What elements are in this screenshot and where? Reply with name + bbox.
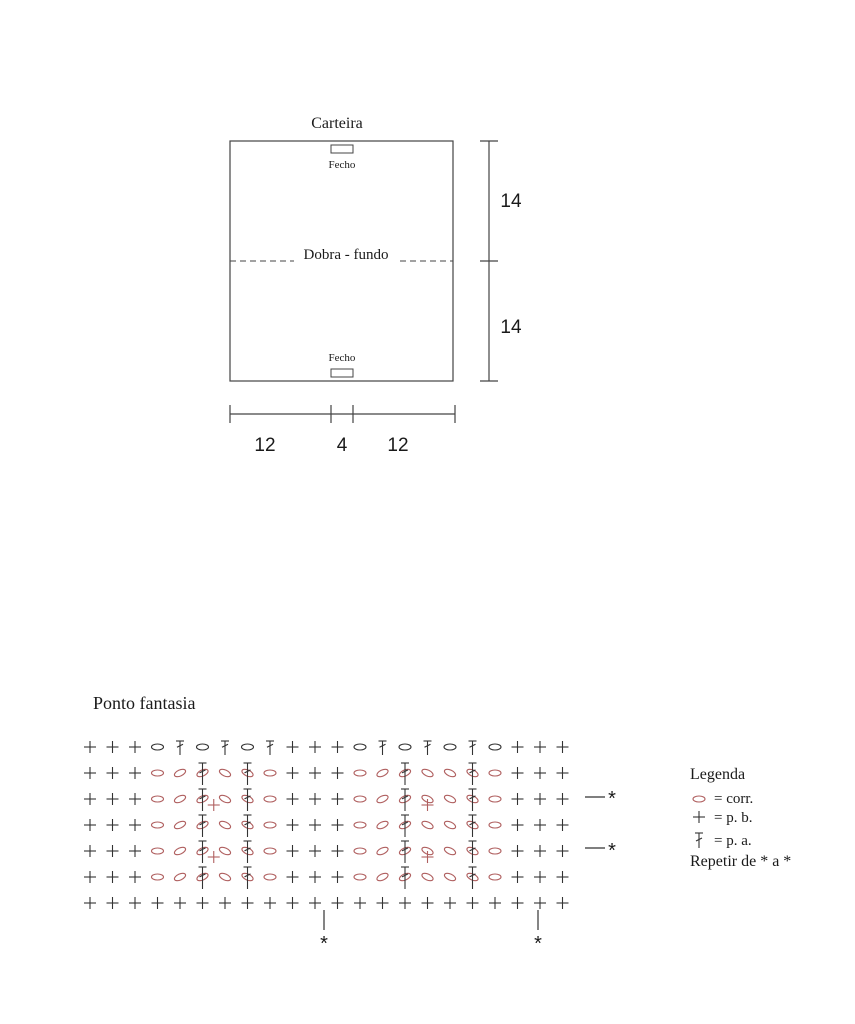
legend-repeat-note: Repetir de * a *	[690, 853, 792, 870]
chain-icon	[354, 848, 366, 854]
height-dimension	[480, 141, 498, 381]
double-crochet-icon	[401, 763, 409, 785]
chain-icon	[152, 822, 164, 828]
double-crochet-icon	[199, 867, 207, 889]
double-crochet-icon	[176, 741, 184, 755]
chain-icon	[264, 874, 276, 880]
double-crochet-icon	[695, 833, 703, 848]
chain-icon	[489, 874, 501, 880]
single-crochet-icon	[84, 897, 96, 909]
stitch-chart	[84, 741, 569, 909]
width-dimension	[230, 405, 455, 423]
single-crochet-icon	[557, 767, 569, 779]
double-crochet-icon	[401, 867, 409, 889]
single-crochet-icon	[107, 871, 119, 883]
single-crochet-icon	[512, 897, 524, 909]
single-crochet-icon	[557, 793, 569, 805]
single-crochet-icon	[129, 897, 141, 909]
chart-title: Ponto fantasia	[93, 693, 196, 713]
chain-icon	[354, 874, 366, 880]
single-crochet-icon	[399, 897, 411, 909]
single-crochet-icon	[287, 871, 299, 883]
double-crochet-icon	[424, 741, 432, 755]
height-upper-label: 14	[500, 191, 522, 212]
double-crochet-icon	[244, 841, 252, 863]
single-crochet-icon	[129, 741, 141, 753]
double-crochet-icon	[244, 815, 252, 837]
single-crochet-icon	[84, 845, 96, 857]
closure-bottom-label: Fecho	[328, 352, 356, 364]
chain-icon	[152, 848, 164, 854]
double-crochet-icon	[199, 841, 207, 863]
double-crochet-icon	[469, 789, 477, 811]
single-crochet-icon	[84, 871, 96, 883]
chain-icon	[173, 768, 186, 779]
double-crochet-icon	[401, 841, 409, 863]
single-crochet-icon	[332, 819, 344, 831]
single-crochet-icon	[129, 767, 141, 779]
chain-icon	[173, 872, 186, 883]
single-crochet-icon	[377, 897, 389, 909]
single-crochet-icon	[557, 845, 569, 857]
single-crochet-icon	[444, 897, 456, 909]
single-crochet-icon	[354, 897, 366, 909]
single-crochet-icon	[489, 897, 501, 909]
single-crochet-icon	[287, 897, 299, 909]
single-crochet-icon	[107, 845, 119, 857]
chain-icon	[354, 822, 366, 828]
chain-icon	[173, 846, 186, 857]
height-lower-label: 14	[500, 317, 522, 338]
double-crochet-icon	[199, 763, 207, 785]
chain-icon	[152, 770, 164, 776]
repeat-marker-row: *	[608, 788, 616, 810]
single-crochet-icon	[534, 819, 546, 831]
chain-icon	[421, 820, 434, 831]
chain-icon	[443, 820, 456, 831]
single-crochet-icon	[557, 819, 569, 831]
single-crochet-icon	[332, 897, 344, 909]
single-crochet-icon	[512, 819, 524, 831]
single-crochet-icon	[332, 793, 344, 805]
single-crochet-icon	[84, 819, 96, 831]
chain-icon	[173, 794, 186, 805]
closure-top-icon	[331, 145, 353, 153]
single-crochet-icon	[534, 741, 546, 753]
single-crochet-icon	[309, 767, 321, 779]
chain-icon	[264, 822, 276, 828]
double-crochet-icon	[469, 763, 477, 785]
chain-icon	[376, 794, 389, 805]
chain-icon	[218, 768, 231, 779]
width-left-label: 12	[254, 435, 276, 456]
width-middle-label: 4	[336, 435, 348, 456]
single-crochet-icon	[557, 741, 569, 753]
plus-icon	[693, 811, 705, 823]
chain-icon	[376, 768, 389, 779]
single-crochet-icon	[129, 845, 141, 857]
double-crochet-icon	[469, 815, 477, 837]
repeat-marker-column: *	[320, 933, 328, 955]
single-crochet-icon	[309, 871, 321, 883]
chain-icon	[443, 846, 456, 857]
width-right-label: 12	[387, 435, 409, 456]
single-crochet-icon	[557, 897, 569, 909]
chain-icon	[489, 848, 501, 854]
single-crochet-icon	[129, 871, 141, 883]
single-crochet-icon	[332, 767, 344, 779]
chain-icon	[376, 872, 389, 883]
chain-icon	[489, 770, 501, 776]
chain-icon	[218, 872, 231, 883]
chain-icon	[443, 768, 456, 779]
chain-icon	[444, 744, 456, 750]
legend	[690, 766, 791, 870]
single-crochet-icon	[152, 897, 164, 909]
single-crochet-icon	[534, 767, 546, 779]
closure-top-label: Fecho	[328, 159, 356, 171]
double-crochet-icon	[221, 741, 229, 755]
single-crochet-icon	[422, 799, 434, 811]
single-crochet-icon	[174, 897, 186, 909]
single-crochet-icon	[84, 767, 96, 779]
legend-item-label: = p. b.	[714, 810, 753, 826]
double-crochet-icon	[244, 789, 252, 811]
chain-icon	[152, 744, 164, 750]
repeat-marker-column: *	[534, 933, 542, 955]
single-crochet-icon	[332, 741, 344, 753]
single-crochet-icon	[512, 871, 524, 883]
single-crochet-icon	[512, 845, 524, 857]
single-crochet-icon	[287, 741, 299, 753]
single-crochet-icon	[107, 767, 119, 779]
single-crochet-icon	[129, 793, 141, 805]
chain-icon	[173, 820, 186, 831]
chain-icon	[218, 820, 231, 831]
chain-icon	[152, 796, 164, 802]
single-crochet-icon	[197, 897, 209, 909]
single-crochet-icon	[422, 851, 434, 863]
single-crochet-icon	[422, 897, 434, 909]
schematic-title: Carteira	[311, 115, 363, 132]
double-crochet-icon	[244, 763, 252, 785]
single-crochet-icon	[208, 799, 220, 811]
single-crochet-icon	[208, 851, 220, 863]
fold-label: Dobra - fundo	[303, 247, 389, 263]
chain-icon	[218, 846, 231, 857]
chain-icon	[489, 796, 501, 802]
single-crochet-icon	[242, 897, 254, 909]
single-crochet-icon	[534, 897, 546, 909]
chain-icon	[242, 744, 254, 750]
repeat-markers	[320, 788, 616, 955]
legend-title: Legenda	[690, 766, 746, 783]
single-crochet-icon	[309, 845, 321, 857]
single-crochet-icon	[512, 741, 524, 753]
single-crochet-icon	[107, 741, 119, 753]
chain-icon	[399, 744, 411, 750]
single-crochet-icon	[287, 767, 299, 779]
chain-icon	[421, 872, 434, 883]
single-crochet-icon	[129, 819, 141, 831]
single-crochet-icon	[512, 767, 524, 779]
single-crochet-icon	[264, 897, 276, 909]
chain-icon	[354, 744, 366, 750]
single-crochet-icon	[309, 897, 321, 909]
single-crochet-icon	[287, 819, 299, 831]
closure-bottom-icon	[331, 369, 353, 377]
chain-icon	[489, 822, 501, 828]
double-crochet-icon	[244, 867, 252, 889]
single-crochet-icon	[534, 845, 546, 857]
single-crochet-icon	[309, 819, 321, 831]
chain-icon	[376, 820, 389, 831]
repeat-marker-row: *	[608, 840, 616, 862]
double-crochet-icon	[199, 789, 207, 811]
double-crochet-icon	[379, 741, 387, 755]
single-crochet-icon	[287, 845, 299, 857]
single-crochet-icon	[287, 793, 299, 805]
chain-icon	[264, 848, 276, 854]
chain-icon	[693, 796, 705, 802]
single-crochet-icon	[84, 741, 96, 753]
double-crochet-icon	[401, 789, 409, 811]
chain-icon	[421, 768, 434, 779]
single-crochet-icon	[309, 741, 321, 753]
single-crochet-icon	[534, 871, 546, 883]
single-crochet-icon	[534, 793, 546, 805]
single-crochet-icon	[512, 793, 524, 805]
single-crochet-icon	[332, 845, 344, 857]
chain-icon	[152, 874, 164, 880]
double-crochet-icon	[199, 815, 207, 837]
single-crochet-icon	[332, 871, 344, 883]
double-crochet-icon	[469, 841, 477, 863]
single-crochet-icon	[557, 871, 569, 883]
double-crochet-icon	[401, 815, 409, 837]
single-crochet-icon	[107, 819, 119, 831]
single-crochet-icon	[309, 793, 321, 805]
single-crochet-icon	[84, 793, 96, 805]
single-crochet-icon	[107, 897, 119, 909]
chain-icon	[197, 744, 209, 750]
chain-icon	[264, 770, 276, 776]
chain-icon	[264, 796, 276, 802]
single-crochet-icon	[219, 897, 231, 909]
chain-icon	[354, 796, 366, 802]
chain-icon	[218, 794, 231, 805]
double-crochet-icon	[469, 741, 477, 755]
single-crochet-icon	[107, 793, 119, 805]
chain-icon	[443, 872, 456, 883]
double-crochet-icon	[469, 867, 477, 889]
chain-icon	[489, 744, 501, 750]
bag-schematic	[230, 115, 522, 456]
chain-icon	[443, 794, 456, 805]
single-crochet-icon	[467, 897, 479, 909]
legend-item-label: = corr.	[714, 791, 754, 807]
double-crochet-icon	[266, 741, 274, 755]
legend-item-label: = p. a.	[714, 833, 752, 849]
chain-icon	[354, 770, 366, 776]
chain-icon	[376, 846, 389, 857]
